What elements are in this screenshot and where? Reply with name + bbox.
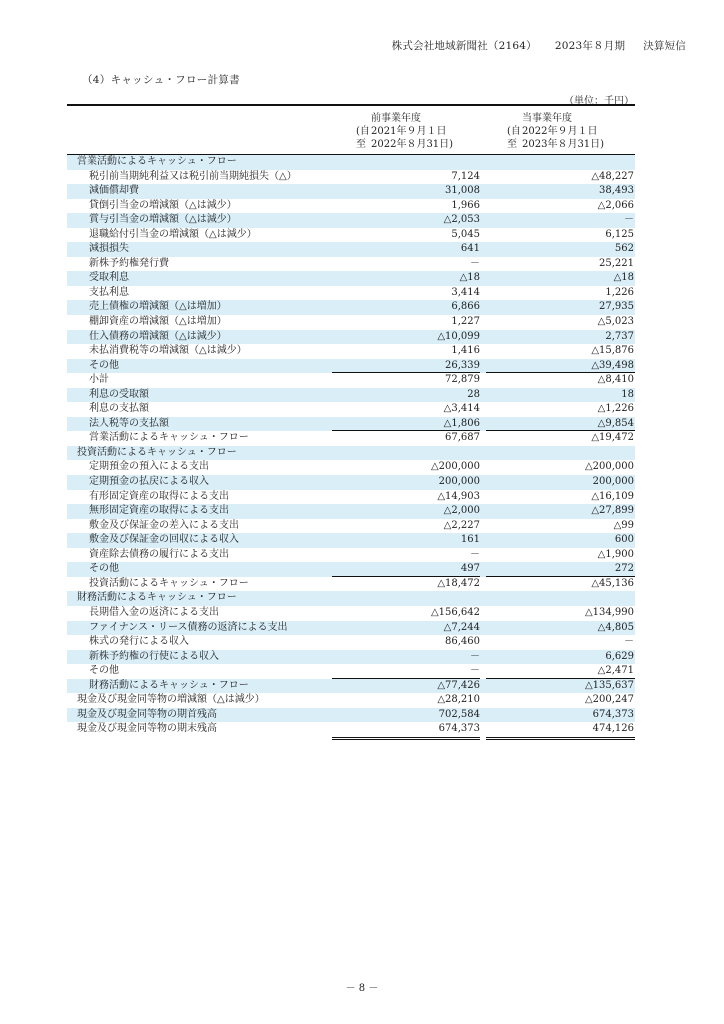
prev-year-value: 72,879	[445, 374, 480, 386]
prev-year-value: －	[470, 548, 480, 560]
curr-year-value: △19,472	[591, 432, 634, 444]
curr-column-rule	[486, 737, 635, 740]
prev-from-mark: (自	[356, 126, 370, 137]
prev-year-value: △2,053	[443, 214, 480, 226]
row-label: 法人税等の支払額	[89, 417, 169, 429]
table-row	[67, 475, 635, 490]
row-label: 現金及び現金同等物の期末残高	[77, 723, 217, 735]
prev-year-value: 674,373	[438, 723, 480, 735]
table-row	[67, 446, 635, 461]
curr-year-value: △1,226	[597, 403, 634, 415]
curr-year-value: △39,498	[591, 359, 634, 371]
row-label: その他	[89, 563, 119, 575]
section-title: （4）キャッシュ・フロー計算書	[82, 74, 240, 86]
prev-year-value: △18,472	[437, 577, 480, 589]
curr-year-value: －	[624, 636, 634, 648]
row-label: 長期借入金の返済による支出	[89, 606, 219, 618]
row-label: 未払消費税等の増減額（△は減少）	[89, 345, 247, 357]
row-label: 減損損失	[89, 243, 129, 255]
curr-to-mark: 至	[507, 139, 517, 150]
prev-year-value: －	[470, 665, 480, 677]
table-row	[67, 679, 635, 694]
prev-year-value: 1,227	[451, 316, 480, 328]
table-row	[67, 577, 635, 592]
curr-year-value: △15,876	[591, 345, 634, 357]
table-row	[67, 562, 635, 577]
row-label: 売上債権の増減額（△は増加）	[89, 301, 227, 313]
curr-year-value: △9,854	[597, 417, 634, 429]
curr-year-value: 1,226	[605, 286, 634, 298]
report-type: 決算短信	[643, 40, 686, 52]
table-row	[67, 373, 635, 388]
row-label: 敷金及び保証金の回収による収入	[89, 534, 239, 546]
prev-year-value: 67,687	[445, 432, 480, 444]
prev-year-value: 86,460	[445, 636, 480, 648]
row-label: 財務活動によるキャッシュ・フロー	[77, 592, 237, 604]
company-name: 株式会社地域新聞社（2164）	[391, 40, 537, 52]
row-label: 現金及び現金同等物の増減額（△は減少）	[77, 694, 265, 706]
prev-year-value: 702,584	[438, 708, 480, 720]
table-row	[67, 228, 635, 243]
row-label: 定期預金の払戻による収入	[89, 476, 209, 488]
curr-year-value: △27,899	[591, 505, 634, 517]
row-label: 賞与引当金の増減額（△は減少）	[89, 214, 237, 226]
row-label: 減価償却費	[89, 185, 139, 197]
table-row	[67, 184, 635, 199]
prev-year-value: －	[470, 650, 480, 662]
prev-year-value: △3,414	[443, 403, 480, 415]
curr-year-value: △8,410	[597, 374, 634, 386]
curr-year-value: 200,000	[592, 476, 634, 488]
table-row	[67, 417, 635, 432]
row-label: 仕入債務の増減額（△は減少）	[89, 330, 227, 342]
table-row	[67, 315, 635, 330]
table-row	[67, 490, 635, 505]
curr-year-value: △5,023	[597, 316, 634, 328]
table-row	[67, 431, 635, 446]
prev-year-value: 1,966	[451, 199, 480, 211]
prev-year-value: △7,244	[443, 621, 480, 633]
curr-year-value: △200,247	[584, 694, 634, 706]
prev-year-value: 31,008	[445, 185, 480, 197]
unit-label: （単位：千円）	[564, 96, 634, 107]
row-label: 株式の発行による収入	[89, 636, 189, 648]
curr-year-value: 6,629	[605, 650, 634, 662]
prev-year-value: △14,903	[437, 490, 480, 502]
table-row	[67, 460, 635, 475]
curr-year-value: 18	[621, 388, 634, 400]
curr-year-value: 674,373	[592, 708, 634, 720]
table-row	[67, 722, 635, 737]
curr-year-value: △4,805	[597, 621, 634, 633]
table-row	[67, 650, 635, 665]
row-label: 小計	[89, 374, 109, 386]
curr-year-value: 2,737	[605, 330, 634, 342]
row-label: 受取利息	[89, 272, 129, 284]
curr-year-value: △48,227	[591, 170, 634, 182]
curr-year-value: △99	[613, 519, 634, 531]
prev-year-value: 641	[460, 243, 480, 255]
table-row	[67, 402, 635, 417]
table-row	[67, 504, 635, 519]
prev-year-value: 1,416	[451, 345, 480, 357]
row-label: 棚卸資産の増減額（△は増加）	[89, 316, 227, 328]
prev-year-value: △10,099	[437, 330, 480, 342]
column-header	[67, 106, 635, 155]
table-row	[67, 591, 635, 606]
fiscal-period: 2023年８月期	[554, 40, 626, 52]
prev-year-value: 161	[460, 534, 480, 546]
prev-year-value: △156,642	[430, 606, 480, 618]
row-label: 有形固定資産の取得による支出	[89, 490, 229, 502]
table-row	[67, 693, 635, 708]
curr-year-value: △2,471	[597, 665, 634, 677]
row-label: 現金及び現金同等物の期首残高	[77, 708, 217, 720]
prev-year-value: △200,000	[430, 461, 480, 473]
table-row	[67, 213, 635, 228]
prev-year-value: 6,866	[451, 301, 480, 313]
curr-year-value: △134,990	[584, 606, 634, 618]
table-row	[67, 621, 635, 636]
curr-year-value: 600	[614, 534, 634, 546]
curr-year-value: △2,066	[597, 199, 634, 211]
table-row	[67, 170, 635, 185]
curr-year-value: △135,637	[584, 679, 634, 691]
page-header	[374, 38, 686, 53]
table-row	[67, 533, 635, 548]
row-label: その他	[89, 665, 119, 677]
table-row	[67, 606, 635, 621]
table-row	[67, 359, 635, 374]
prev-year-value: 26,339	[445, 359, 480, 371]
row-label: 利息の支払額	[89, 403, 149, 415]
row-label: 利息の受取額	[89, 388, 149, 400]
prev-year-value: 28	[467, 388, 480, 400]
table-row	[67, 286, 635, 301]
curr-year-value: 38,493	[599, 185, 634, 197]
prev-year-end: 2022年８月31日)	[371, 139, 454, 150]
table-row	[67, 664, 635, 679]
curr-year-value: 562	[614, 243, 634, 255]
prev-year-value: △18	[459, 272, 480, 284]
prev-column-rule	[332, 737, 480, 740]
table-body	[67, 155, 635, 737]
row-label: 投資活動によるキャッシュ・フロー	[77, 446, 237, 458]
table-row	[67, 708, 635, 723]
prev-year-title: 前事業年度	[371, 113, 421, 124]
table-row	[67, 155, 635, 170]
prev-year-value: △2,000	[443, 505, 480, 517]
curr-year-value: 474,126	[592, 723, 634, 735]
row-label: 新株予約権の行使による収入	[89, 650, 219, 662]
curr-year-value: △16,109	[591, 490, 634, 502]
row-label: 無形固定資産の取得による支出	[89, 505, 229, 517]
curr-year-value: △45,136	[591, 577, 634, 589]
prev-year-start: 2021年９月１日	[371, 126, 447, 137]
curr-year-value: △200,000	[584, 461, 634, 473]
prev-to-mark: 至	[356, 139, 366, 150]
row-label: 敷金及び保証金の差入による支出	[89, 519, 239, 531]
table-row	[67, 330, 635, 345]
curr-year-title: 当事業年度	[522, 113, 572, 124]
curr-year-value: 27,935	[599, 301, 634, 313]
curr-year-end: 2023年８月31日)	[522, 139, 605, 150]
row-label: 貸倒引当金の増減額（△は減少）	[89, 199, 237, 211]
curr-year-value: 6,125	[605, 228, 634, 240]
row-label: 定期預金の預入による支出	[89, 461, 209, 473]
row-label: 営業活動によるキャッシュ・フロー	[89, 432, 249, 444]
curr-from-mark: (自	[507, 126, 521, 137]
prev-year-value: 497	[460, 563, 480, 575]
prev-year-value: △77,426	[437, 679, 480, 691]
curr-year-value: △18	[613, 272, 634, 284]
row-label: 支払利息	[89, 286, 129, 298]
prev-year-value: 7,124	[451, 170, 480, 182]
table-row	[67, 300, 635, 315]
curr-year-value: －	[624, 214, 634, 226]
curr-year-value: 25,221	[599, 257, 634, 269]
table-row	[67, 519, 635, 534]
prev-year-value: △1,806	[443, 417, 480, 429]
table-row	[67, 388, 635, 403]
prev-year-value: △2,227	[443, 519, 480, 531]
row-label: 投資活動によるキャッシュ・フロー	[89, 577, 249, 589]
cash-flow-table	[67, 104, 635, 737]
table-row	[67, 635, 635, 650]
curr-year-value: 272	[614, 563, 634, 575]
row-label: 財務活動によるキャッシュ・フロー	[89, 679, 249, 691]
row-label: 税引前当期純利益又は税引前当期純損失（△）	[89, 170, 297, 182]
table-row	[67, 548, 635, 563]
table-row	[67, 242, 635, 257]
prev-year-value: 3,414	[451, 286, 480, 298]
curr-year-start: 2022年９月１日	[522, 126, 598, 137]
row-label: その他	[89, 359, 119, 371]
table-row	[67, 257, 635, 272]
curr-year-value: △1,900	[597, 548, 634, 560]
row-label: 資産除去債務の履行による支出	[89, 548, 229, 560]
row-label: 営業活動によるキャッシュ・フロー	[77, 156, 237, 167]
prev-year-value: 200,000	[438, 476, 480, 488]
page-number: － 8 －	[345, 983, 379, 994]
row-label: ファイナンス・リース債務の返済による支出	[89, 621, 288, 633]
row-label: 退職給付引当金の増減額（△は減少）	[89, 228, 257, 240]
table-row	[67, 271, 635, 286]
prev-year-value: △28,210	[437, 694, 480, 706]
table-row	[67, 344, 635, 359]
prev-year-value: －	[470, 257, 480, 269]
row-label: 新株予約権発行費	[89, 257, 169, 269]
prev-year-value: 5,045	[451, 228, 480, 240]
table-row	[67, 199, 635, 214]
